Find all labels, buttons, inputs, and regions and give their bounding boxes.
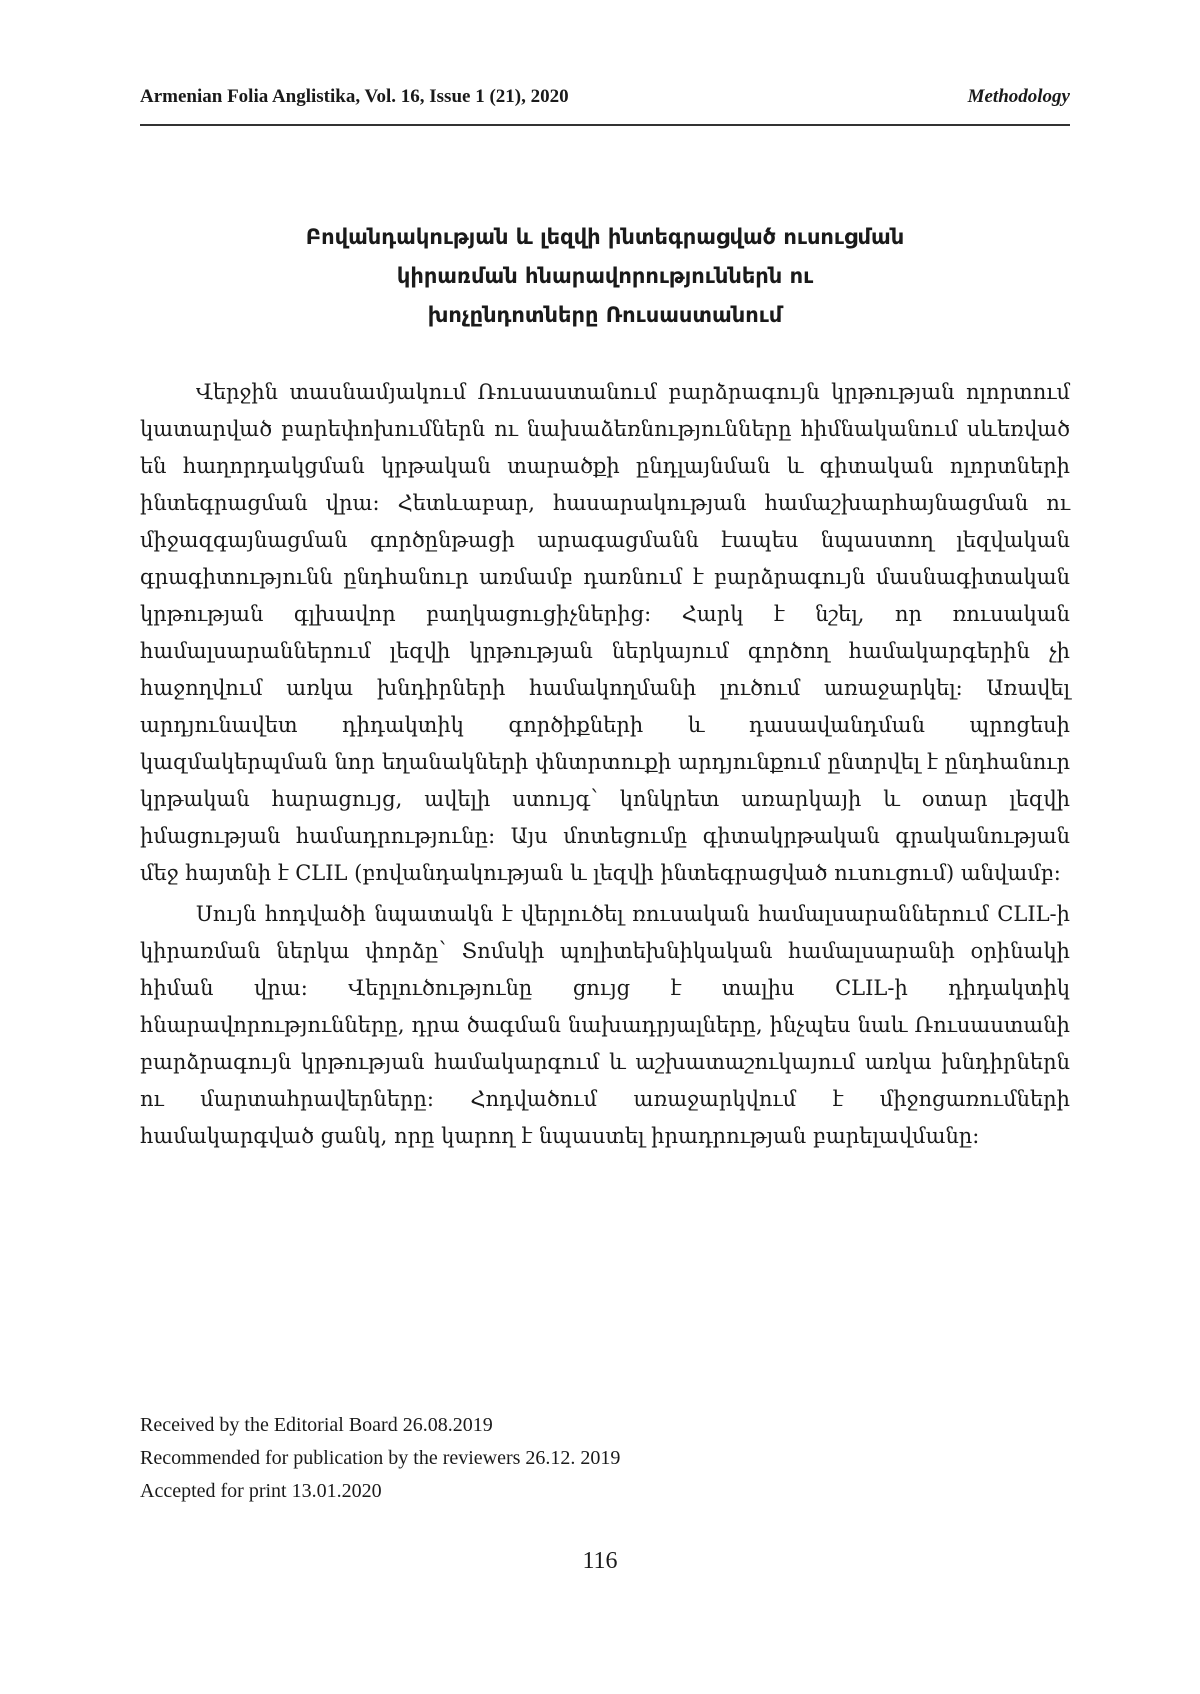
paragraph-2: Սույն հոդվածի նպատակն է վերլուծել ռուսական համալսարաններում CLIL-ի կիրառման ներկա փորձը՝ Տոմսկի պոլիտեխնիկական համալսարանի օրինակի հիման վրա: Վերլուծությունը ցույց է տալիս CLIL-ի դիդակտիկ հնարավորությունները, դրա ծագման նախադրյալները, ինչպես նաև Ռուսաստանի բարձրագույն կրթության համակարգում և աշխատաշուկայում առկա խնդիրներն ու մարտահրավերները: Հոդվածում առաջարկվում է միջոցառումների համակարգված ցանկ, որը կարող է նպաստել իրադրության բարելավմանը:	[140, 902, 1070, 1148]
recommended-date: Recommended for publication by the reviewers 26.12. 2019	[140, 1447, 621, 1469]
page-number: 116	[582, 1548, 618, 1574]
accepted-date: Accepted for print 13.01.2020	[140, 1480, 382, 1502]
title-line-1: Բովանդակության և լեզվի ինտեգրացված ուսուցման	[305, 225, 905, 249]
paragraph-1: Վերջին տասնամյակում Ռուսաստանում բարձրագույն կրթության ոլորտում կատարված բարեփոխումներն ու նախաձեռնությունները հիմնականում սևեռված են հաղորդակցման կրթական տարածքի ընդլայնման և գիտական ոլորտների ինտեգրացման վրա: Հետևաբար, հասարակության համաշխարհայնացման ու միջազգայնացման գործընթացի արագացմանն էապես նպաստող լեզվական գրագիտությունն ընդհանուր առմամբ դառնում է բարձրագույն մասնագիտական կրթության գլխավոր բաղկացուցիչներից: Հարկ է նշել, որ ռուսական համալսարաններում լեզվի կրթության ներկայում գործող համակարգերին չի հաջողվում առկա խնդիրների համակողմանի լուծում առաջարկել: Առավել արդյունավետ դիդակտիկ գործիքների և դասավանդման պրոցեսի կազմակերպման նոր եղանակների փնտրտուքի արդյունքում ընտրվել է ընդհանուր կրթական հարացույց, ավելի ստույգ՝ կոնկրետ առարկայի և օտար լեզվի իմացության համադրությունը: Այս մոտեցումը գիտակրթական գրականության մեջ հայտնի է CLIL (բովանդակության և լեզվի ինտեգրացված ուսուցում) անվամբ:	[140, 380, 1070, 885]
section-label: Methodology	[967, 86, 1070, 107]
title-line-3: խոչընդոտները Ռուսաստանում	[427, 303, 783, 327]
publication-dates	[140, 1409, 620, 1508]
journal-citation: Armenian Folia Anglistika, Vol. 16, Issue 1 (21), 2020	[140, 86, 569, 107]
article-title	[140, 218, 1070, 335]
running-header	[140, 86, 1070, 126]
received-date: Received by the Editorial Board 26.08.2019	[140, 1414, 493, 1436]
abstract-body	[140, 374, 1070, 1159]
title-line-2: կիրառման հնարավորություններն ու	[396, 264, 814, 288]
